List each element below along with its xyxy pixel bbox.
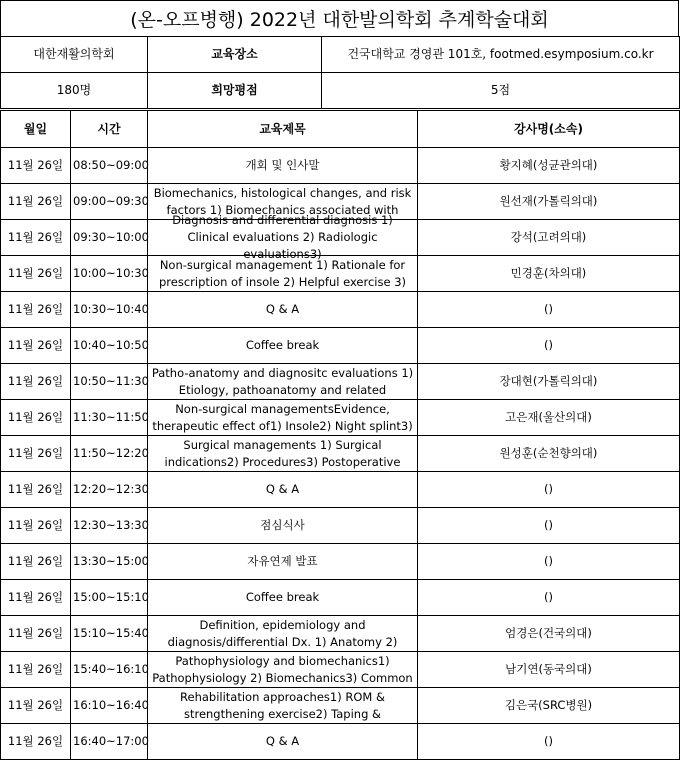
date-cell: 11월 26일 (1, 436, 71, 472)
date-cell: 11월 26일 (1, 544, 71, 580)
speaker-cell: () (418, 472, 680, 508)
time-cell: 15:40~16:10 (71, 652, 148, 688)
header-time: 시간 (71, 111, 148, 148)
table-row (1, 508, 680, 544)
page-title: (온-오프병행) 2022년 대한발의학회 추계학술대회 (0, 0, 679, 37)
speaker-cell: 장대현(가톨릭의대) (418, 364, 680, 400)
organizer-cell: 대한재활의학회 (1, 37, 148, 73)
speaker-cell: 김은국(SRC병원) (418, 688, 680, 724)
date-cell: 11월 26일 (1, 148, 71, 184)
topic-cell (148, 256, 418, 292)
topic-cell (148, 292, 418, 328)
schedule-table (0, 110, 680, 760)
time-cell: 10:40~10:50 (71, 328, 148, 364)
speaker-cell: 원성훈(순천향의대) (418, 436, 680, 472)
date-cell: 11월 26일 (1, 616, 71, 652)
topic-cell (148, 616, 418, 652)
time-cell: 12:20~12:30 (71, 472, 148, 508)
time-cell: 12:30~13:30 (71, 508, 148, 544)
topic-text: Coffee break (245, 590, 320, 604)
topic-cell (148, 688, 418, 724)
venue-label: 교육장소 (148, 37, 322, 73)
table-row (1, 364, 680, 400)
table-row (1, 256, 680, 292)
info-row-venue (1, 37, 680, 73)
topic-text: Definition, epidemiology and diagnosis/differential Dx. 1) Anatomy 2) (167, 617, 398, 649)
info-table (0, 36, 680, 109)
time-cell: 15:10~15:40 (71, 616, 148, 652)
time-cell: 09:00~09:30 (71, 184, 148, 220)
topic-cell (148, 436, 418, 472)
header-speaker: 강사명(소속) (418, 111, 680, 148)
time-cell: 09:30~10:00 (71, 220, 148, 256)
header-topic: 교육제목 (148, 111, 418, 148)
time-cell: 13:30~15:00 (71, 544, 148, 580)
date-cell: 11월 26일 (1, 184, 71, 220)
topic-cell (148, 213, 418, 261)
schedule-body (1, 148, 680, 760)
time-cell: 10:30~10:40 (71, 292, 148, 328)
time-cell: 11:30~11:50 (71, 400, 148, 436)
topic-text: Diagnosis and differential diagnosis 1) Clinical evaluations 2) Radiologic evaluations3) (172, 213, 393, 261)
table-row (1, 472, 680, 508)
date-cell: 11월 26일 (1, 724, 71, 760)
time-cell: 10:50~11:30 (71, 364, 148, 400)
info-row-score (1, 73, 680, 109)
topic-cell (148, 148, 418, 184)
date-cell: 11월 26일 (1, 652, 71, 688)
topic-text: Q & A (265, 482, 300, 496)
time-cell: 11:50~12:20 (71, 436, 148, 472)
score-value: 5점 (322, 73, 680, 109)
score-label: 희망평점 (148, 73, 322, 109)
date-cell: 11월 26일 (1, 220, 71, 256)
topic-text: 점심식사 (260, 518, 305, 532)
date-cell: 11월 26일 (1, 580, 71, 616)
topic-text: 개회 및 인사말 (245, 158, 320, 172)
table-row (1, 616, 680, 652)
time-cell: 16:40~17:00 (71, 724, 148, 760)
date-cell: 11월 26일 (1, 508, 71, 544)
topic-text: Q & A (265, 302, 300, 316)
table-row (1, 652, 680, 688)
topic-cell (148, 724, 418, 760)
speaker-cell: () (418, 544, 680, 580)
time-cell: 16:10~16:40 (71, 688, 148, 724)
speaker-cell: 남기연(동국의대) (418, 652, 680, 688)
speaker-cell: 황지혜(성균관의대) (418, 148, 680, 184)
table-row (1, 292, 680, 328)
date-cell: 11월 26일 (1, 256, 71, 292)
speaker-cell: 원선재(가톨릭의대) (418, 184, 680, 220)
time-cell: 08:50~09:00 (71, 148, 148, 184)
topic-cell (148, 472, 418, 508)
time-cell: 15:00~15:10 (71, 580, 148, 616)
topic-text: Pathophysiology and biomechanics1) Pathophysiology 2) Biomechanics3) Common (152, 653, 413, 685)
table-row (1, 544, 680, 580)
topic-text: Patho-anatomy and diagnositc evaluations 1) Etiology, pathoanatomy and related (151, 365, 414, 397)
topic-cell (148, 544, 418, 580)
topic-cell (148, 652, 418, 688)
table-row (1, 220, 680, 256)
speaker-cell: 민경훈(차의대) (418, 256, 680, 292)
table-row (1, 148, 680, 184)
speaker-cell: () (418, 724, 680, 760)
topic-cell (148, 508, 418, 544)
topic-text: Coffee break (245, 338, 320, 352)
topic-text: 자유연제 발표 (247, 554, 318, 568)
venue-value: 건국대학교 경영관 101호, footmed.esymposium.co.kr (322, 37, 680, 73)
capacity-cell: 180명 (1, 73, 148, 109)
time-cell: 10:00~10:30 (71, 256, 148, 292)
topic-text: Surgical managements 1) Surgical indications2) Procedures3) Postoperative (164, 437, 401, 469)
date-cell: 11월 26일 (1, 364, 71, 400)
table-row (1, 436, 680, 472)
topic-cell (148, 364, 418, 400)
topic-cell (148, 400, 418, 436)
table-row (1, 724, 680, 760)
date-cell: 11월 26일 (1, 400, 71, 436)
schedule-header-row (1, 111, 680, 148)
topic-cell (148, 328, 418, 364)
speaker-cell: () (418, 580, 680, 616)
date-cell: 11월 26일 (1, 472, 71, 508)
topic-cell (148, 580, 418, 616)
speaker-cell: 엄경은(건국의대) (418, 616, 680, 652)
topic-text: Rehabilitation approaches1) ROM & strengthening exercise2) Taping & (180, 689, 385, 721)
speaker-cell: 고은재(울산의대) (418, 400, 680, 436)
table-row (1, 328, 680, 364)
topic-text: Biomechanics, histological changes, and risk factors 1) Biomechanics associated with (153, 185, 412, 217)
header-date: 월일 (1, 111, 71, 148)
speaker-cell: 강석(고려의대) (418, 220, 680, 256)
speaker-cell: () (418, 292, 680, 328)
topic-text: Q & A (265, 734, 300, 748)
topic-text: Non-surgical managementsEvidence, therapeutic effect of1) Insole2) Night splint3) (152, 401, 413, 433)
table-row (1, 400, 680, 436)
topic-text: Non-surgical management 1) Rationale for prescription of insole 2) Helpful exercise 3) (158, 257, 407, 289)
date-cell: 11월 26일 (1, 292, 71, 328)
table-row (1, 580, 680, 616)
speaker-cell: () (418, 328, 680, 364)
table-row (1, 688, 680, 724)
date-cell: 11월 26일 (1, 328, 71, 364)
speaker-cell: () (418, 508, 680, 544)
date-cell: 11월 26일 (1, 688, 71, 724)
